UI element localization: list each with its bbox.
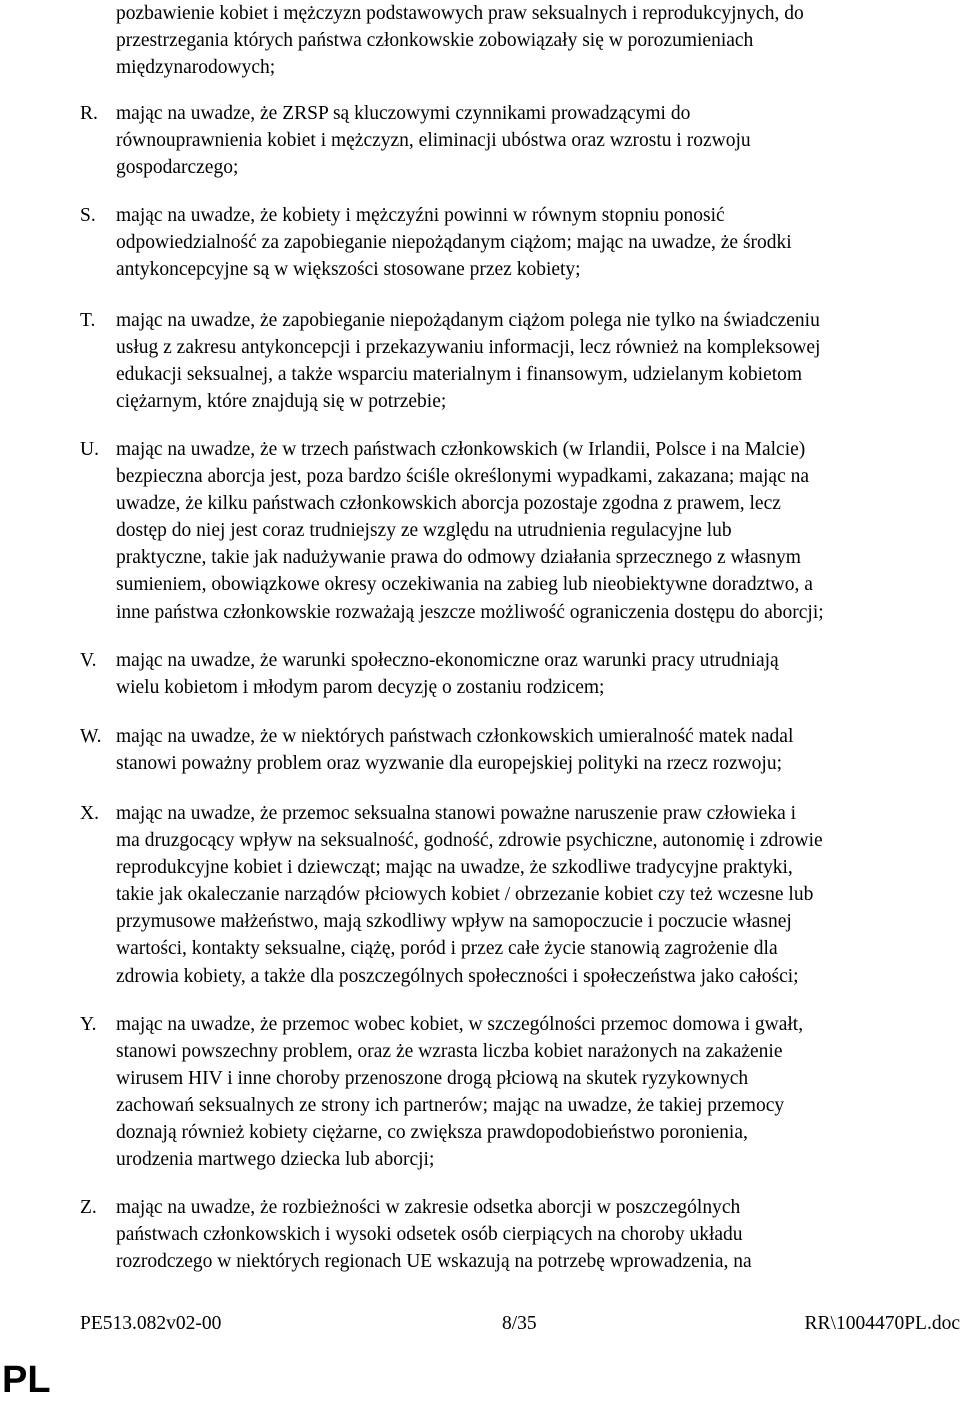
document-reference: PE513.082v02-00	[80, 1313, 222, 1334]
text-line: wirusem HIV i inne choroby przenoszone drogą płciową na skutek ryzykownych	[116, 1068, 749, 1090]
recital-text	[116, 800, 960, 990]
recital-letter: V.	[80, 650, 97, 671]
recital-text	[116, 723, 960, 777]
recital-x	[80, 800, 960, 990]
text-line: sumieniem, obowiązkowe okresy oczekiwania na zabieg lub nieobiektywne doradztwo, a	[116, 574, 813, 596]
text-line: wielu kobietom i młodym parom decyzję o zostaniu rodzicem;	[116, 677, 605, 699]
text-line: uwadze, że kilku państwach członkowskich aborcja pozostaje zgodna z prawem, lecz	[116, 493, 781, 515]
text-line: międzynarodowych;	[116, 57, 276, 79]
text-line: ma druzgocący wpływ na seksualność, godność, zdrowie psychiczne, autonomię i zdrowie	[116, 830, 823, 852]
text-line: mając na uwadze, że w trzech państwach członkowskich (w Irlandii, Polsce i na Malcie)	[116, 439, 806, 460]
text-line: pozbawienie kobiet i mężczyzn podstawowych praw seksualnych i reprodukcyjnych, do	[116, 3, 804, 24]
recital-letter: Z.	[80, 1197, 97, 1218]
recital-s	[80, 202, 960, 283]
recital-text	[116, 1011, 960, 1174]
recital-letter: R.	[80, 103, 98, 124]
recital-v	[80, 647, 960, 701]
recital-letter: Y.	[80, 1014, 97, 1035]
text-line: mając na uwadze, że zapobieganie niepożądanym ciążom polega nie tylko na świadczeniu	[116, 310, 820, 331]
text-line: stanowi powszechny problem, oraz że wzrasta liczba kobiet narażonych na zakażenie	[116, 1041, 783, 1063]
text-line: praktyczne, takie jak nadużywanie prawa do odmowy działania sprzecznego z własnym	[116, 547, 801, 569]
text-line: równouprawnienia kobiet i mężczyzn, eliminacji ubóstwa oraz wzrostu i rozwoju	[116, 130, 751, 152]
text-line: takie jak okaleczanie narządów płciowych kobiet / obrzezanie kobiet czy też wczesne lub	[116, 884, 814, 906]
recital-text	[116, 0, 960, 81]
language-code: PL	[2, 1359, 51, 1401]
text-line: wartości, kontakty seksualne, ciążę, poród i przez całe życie stanowią zagrożenie dla	[116, 938, 778, 960]
recital-letter: U.	[80, 439, 99, 460]
recital-continuation	[80, 0, 960, 81]
recital-t	[80, 307, 960, 415]
recital-u	[80, 436, 960, 626]
text-line: państwach członkowskich i wysoki odsetek osób cierpiących na choroby układu	[116, 1224, 743, 1246]
text-line: bezpieczna aborcja jest, poza bardzo ściśle określonymi wypadkami, zakazana; mając na	[116, 466, 810, 488]
text-line: gospodarczego;	[116, 157, 239, 179]
recital-letter: T.	[80, 310, 96, 331]
text-line: inne państwa członkowskie rozważają jeszcze możliwość ograniczenia dostępu do aborcji;	[116, 601, 824, 623]
text-line: przymusowe małżeństwo, mają szkodliwy wpływ na samopoczucie i poczucie własnej	[116, 911, 792, 933]
recital-r	[80, 100, 960, 181]
text-line: reprodukcyjne kobiet i dziewcząt; mając na uwadze, że szkodliwe tradycyjne praktyki,	[116, 857, 793, 879]
recital-text	[116, 647, 960, 701]
recital-letter: W.	[80, 726, 102, 747]
recital-letter: X.	[80, 803, 99, 824]
text-line: doznają również kobiety ciężarne, co zwiększa prawdopodobieństwo poronienia,	[116, 1122, 748, 1144]
text-line: mając na uwadze, że kobiety i mężczyźni powinni w równym stopniu ponosić	[116, 205, 725, 226]
text-line: mając na uwadze, że przemoc wobec kobiet, w szczególności przemoc domowa i gwałt,	[116, 1014, 804, 1035]
recital-text	[116, 1194, 960, 1275]
text-line: mając na uwadze, że ZRSP są kluczowymi czynnikami prowadzącymi do	[116, 103, 691, 124]
page-number: 8/35	[502, 1313, 537, 1334]
recital-y	[80, 1011, 960, 1174]
text-line: usług z zakresu antykoncepcji i przekazywaniu informacji, lecz również na kompleksowej	[116, 337, 821, 359]
text-line: antykoncepcyjne są w większości stosowane przez kobiety;	[116, 259, 581, 281]
text-line: mając na uwadze, że przemoc seksualna stanowi poważne naruszenie praw człowieka i	[116, 803, 797, 824]
text-line: edukacji seksualnej, a także wsparciu materialnym i finansowym, udzielanym kobietom	[116, 364, 803, 386]
text-line: stanowi poważny problem oraz wyzwanie dla europejskiej polityki na rzecz rozwoju;	[116, 753, 783, 775]
text-line: odpowiedzialność za zapobieganie niepożądanym ciążom; mając na uwadze, że środki	[116, 232, 792, 254]
text-line: mając na uwadze, że warunki społeczno-ekonomiczne oraz warunki pracy utrudniają	[116, 650, 779, 671]
text-line: przestrzegania których państwa członkowskie zobowiązały się w porozumieniach	[116, 30, 754, 52]
document-filename: RR\1004470PL.doc	[804, 1313, 960, 1334]
text-line: rozrodczego w niektórych regionach UE wskazują na potrzebę wprowadzenia, na	[116, 1251, 752, 1273]
text-line: zachowań seksualnych ze strony ich partnerów; mając na uwadze, że takiej przemocy	[116, 1095, 785, 1117]
page-footer	[80, 1310, 960, 1337]
text-line: urodzenia martwego dziecka lub aborcji;	[116, 1149, 435, 1171]
text-line: dostęp do niej jest coraz trudniejszy ze względu na utrudnienia regulacyjne lub	[116, 520, 732, 542]
recital-text	[116, 307, 960, 415]
text-line: mając na uwadze, że w niektórych państwach członkowskich umieralność matek nadal	[116, 726, 794, 747]
recital-z	[80, 1194, 960, 1275]
recital-text	[116, 436, 960, 626]
recital-letter: S.	[80, 205, 96, 226]
recital-text	[116, 100, 960, 181]
recital-text	[116, 202, 960, 283]
text-line: zdrowia kobiety, a także dla poszczególnych społeczności i społeczeństwa jako całości;	[116, 965, 799, 987]
recital-w	[80, 723, 960, 777]
text-line: mając na uwadze, że rozbieżności w zakresie odsetka aborcji w poszczególnych	[116, 1197, 741, 1218]
text-line: ciężarnym, które znajdują się w potrzebie;	[116, 391, 447, 413]
